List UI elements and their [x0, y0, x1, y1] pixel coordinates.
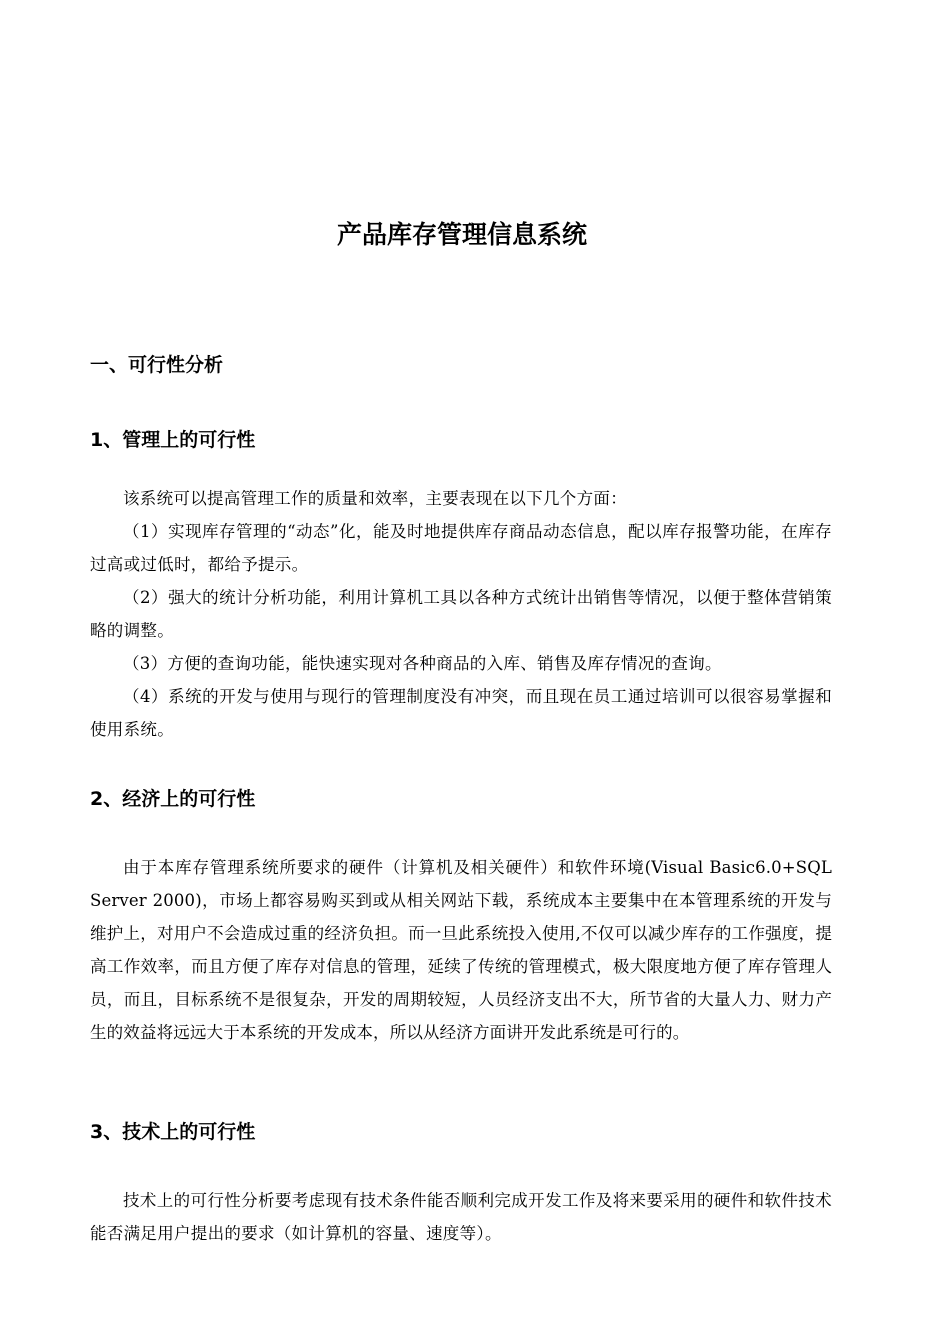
paragraph-technical: 技术上的可行性分析要考虑现有技术条件能否顺利完成开发工作及将来要采用的硬件和软件技术能否满足用户提出的要求（如计算机的容量、速度等）。 — [90, 1191, 832, 1243]
paragraph-management-intro: 该系统可以提高管理工作的质量和效率，主要表现在以下几个方面： — [123, 489, 627, 508]
paragraph-management-item-3: （3）方便的查询功能，能快速实现对各种商品的入库、销售及库存情况的查询。 — [123, 654, 722, 673]
section-heading-feasibility: 一、可行性分析 — [90, 354, 224, 376]
document-title: 产品库存管理信息系统 — [336, 220, 587, 249]
subsection-heading-technical: 3、技术上的可行性 — [90, 1121, 256, 1143]
paragraph-management-item-4: （4）系统的开发与使用与现行的管理制度没有冲突，而且现在员工通过培训可以很容易掌握和使用系统。 — [90, 687, 832, 739]
paragraph-management-item-2: （2）强大的统计分析功能，利用计算机工具以各种方式统计出销售等情况，以便于整体营销策略的调整。 — [90, 588, 832, 640]
paragraph-economic: 由于本库存管理系统所要求的硬件（计算机及相关硬件）和软件环境(Visual Basic6.0+SQL Server 2000)，市场上都容易购买到或从相关网站下载，系统成本主要集中在本管理系统的开发与维护上，对用户不会造成过重的经济负担。而一旦此系统投入使用,不仅可以减少库存的工作强度，提高工作效率，而且方便了库存对信息的管理，延续了传统的管理模式，极大限度地方便了库存管理人员，而且，目标系统不是很复杂，开发的周期较短，人员经济支出不大，所节省的大量人力、财力产生的效益将远远大于本系统的开发成本，所以从经济方面讲开发此系统是可行的。 — [90, 858, 832, 1042]
subsection-heading-economic: 2、经济上的可行性 — [90, 788, 256, 810]
paragraph-management-item-1: （1）实现库存管理的“动态”化，能及时地提供库存商品动态信息，配以库存报警功能，在库存过高或过低时，都给予提示。 — [90, 522, 832, 574]
subsection-heading-management: 1、管理上的可行性 — [90, 429, 256, 451]
